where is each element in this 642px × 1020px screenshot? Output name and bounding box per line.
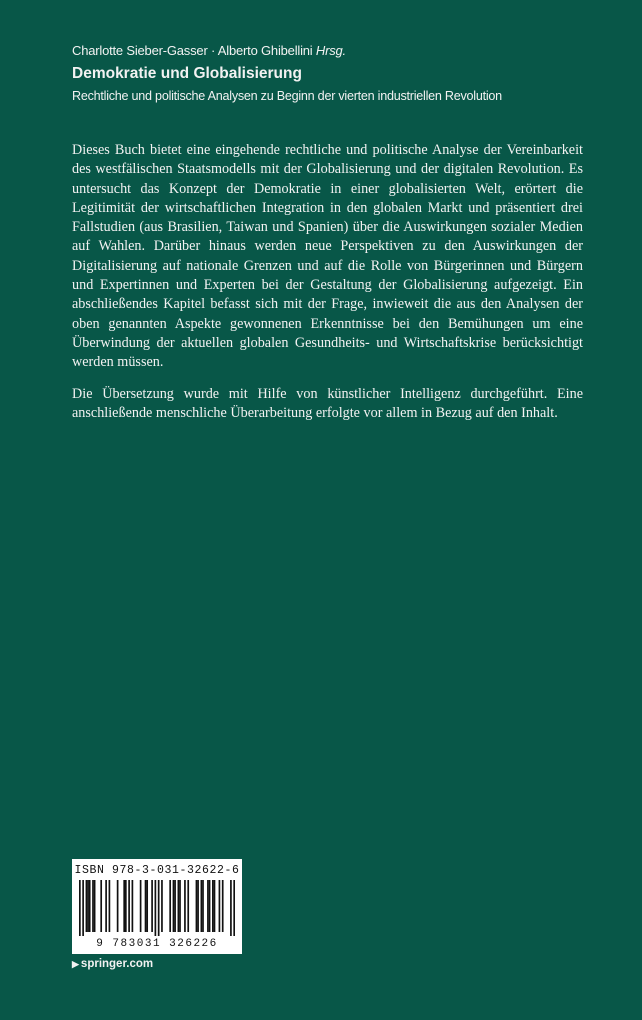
barcode-bar [109,880,111,932]
authors: Charlotte Sieber-Gasser · Alberto Ghibellini [72,43,313,58]
barcode-bar [209,880,211,932]
barcode-bar [174,880,176,932]
barcode-bar [146,880,148,932]
barcode-bar [219,880,221,932]
barcode-bar [212,880,214,932]
barcode [79,880,235,936]
barcode-bar [105,880,107,932]
barcode-bar [197,880,199,932]
book-subtitle: Rechtliche und politische Analysen zu Beginn der vierten industriellen Revolution [72,89,502,103]
barcode-bar [132,880,134,932]
barcode-bar [87,880,89,932]
barcode-bar [222,880,224,932]
barcode-bar [158,880,160,936]
barcode-bar [233,880,235,936]
isbn-barcode-box [72,859,242,954]
barcode-bar [187,880,189,932]
barcode-bar [179,880,181,932]
barcode-bar [100,880,102,932]
barcode-bar [79,880,81,936]
publisher-link[interactable] [72,958,153,970]
barcode-bar [196,880,198,932]
barcode-bar [128,880,130,932]
barcode-bar [173,880,175,932]
cover-header [72,42,602,105]
barcode-bar [94,880,96,932]
barcode-bar [86,880,88,932]
barcode-bar [151,880,153,932]
blurb-paragraph: Dieses Buch bietet eine eingehende rechtliche und politische Analyse der Vereinbarkeit des westfälischen Staatsmodells mit der Globalisierung und der digitalen Revolution. Es untersucht das Konzept der Demokratie in einer globalisierten Welt, erörtert die Legitimität der wirtschaftlichen Integration in den globalen Markt und präsentiert drei Fallstudien (aus Brasilien, Taiwan und Spanien) über die Auswirkungen sozialer Medien auf Wahlen. Darüber hinaus werden neue Perspektiven zu den Auswirkungen der Digitalisierung auf nationale Grenzen und auf die Rolle von Bürgerinnen und Bürgern und Expertinnen und Experten bei der Gestaltung der Globalisierung aufgezeigt. Ein abschließendes Kapitel befasst sich mit der Frage, inwieweit die aus den Analysen der oben genannten Aspekte gewonnenen Erkenntnisse bei den Bemühungen um eine Überwindung der aktuellen globalen Gesundheits- und Wirtschaftskrise berücksichtigt werden müssen. [72,142,583,371]
authors-line [72,42,602,60]
blurb [72,141,583,435]
barcode-bar [155,880,157,936]
barcode-bar [82,880,84,936]
publisher-url: springer.com [80,958,154,970]
barcode-digits: 9 783031 326226 [96,938,218,950]
barcode-bar [207,880,209,932]
isbn-label: ISBN 978-3-031-32622-6 [74,864,240,877]
barcode-bar [201,880,203,932]
barcode-bar [214,880,216,932]
barcode-bar [145,880,147,932]
barcode-bar [178,880,180,932]
editor-role: Hrsg. [315,43,346,58]
translation-note: Die Übersetzung wurde mit Hilfe von künstlicher Intelligenz durchgeführt. Eine anschließende menschliche Überarbeitung erfolgte vor allem in Bezug auf den Inhalt. [72,385,583,421]
barcode-bar [117,880,119,932]
barcode-bar [89,880,91,932]
barcode-bar [169,880,171,932]
barcode-bar [123,880,125,932]
barcode-bar [202,880,204,932]
arrow-icon: ▶ [72,959,79,969]
barcode-bar [140,880,142,932]
barcode-bar [161,880,163,932]
barcode-bar [92,880,94,932]
barcode-bar [184,880,186,932]
book-title: Demokratie und Globalisierung [72,65,302,82]
barcode-bar [125,880,127,932]
barcode-bar [230,880,232,936]
